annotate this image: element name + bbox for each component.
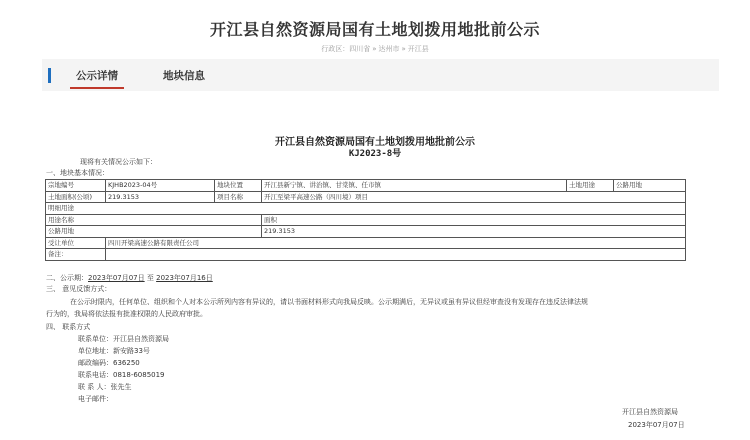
page-title: 开江县自然资源局国有土地划拨用地批前公示 <box>209 20 540 39</box>
tab-label: 公示详情 <box>76 70 118 82</box>
feedback-paragraph-line-1: 在公示时限内，任何单位、组织和个人对本公示所列内容有异议的，请以书面材料形式向我局反映。公示期满后，无异议或虽有异议但经审查没有发现存在违反法律法规 <box>70 298 588 306</box>
contact-value: 张先生 <box>110 383 132 391</box>
table-row <box>46 191 686 203</box>
table-row <box>46 237 686 249</box>
table-cell: 公路用地 <box>46 226 262 238</box>
breadcrumb-separator: » <box>401 45 406 53</box>
tab-bar <box>42 59 719 91</box>
contact-label: 单位地址： <box>78 347 113 355</box>
active-tab-underline <box>70 87 124 89</box>
table-cell: 面积 <box>262 214 686 226</box>
table-cell: KJHB2023-04号 <box>106 180 215 192</box>
contact-label: 邮政编码： <box>78 359 113 367</box>
table-cell: 备注： <box>46 249 106 261</box>
section-4-heading: 四、 联系方式 <box>46 323 91 331</box>
breadcrumb-city[interactable]: 达州市 <box>378 45 400 53</box>
table-row <box>46 203 686 215</box>
contact-phone <box>78 370 165 380</box>
document-title: 开江县自然资源局国有土地划拨用地批前公示 <box>275 137 475 148</box>
contact-email <box>78 394 113 404</box>
table-row <box>46 249 686 261</box>
feedback-paragraph-line-2: 行为的，我局将依法报有批准权限的人民政府审批。 <box>46 310 207 318</box>
section-2-heading: 二、公示期： <box>46 274 88 282</box>
table-cell: 土地面积(公顷) <box>46 191 106 203</box>
region-label: 行政区： <box>321 45 350 53</box>
table-cell: 开江县新宁镇、讲治镇、甘棠镇、任市镇 <box>262 180 567 192</box>
table-cell: 宗地编号 <box>46 180 106 192</box>
tab-label: 地块信息 <box>163 70 205 82</box>
table-cell: 项目名称 <box>215 191 262 203</box>
section-1-heading: 一、地块基本情况： <box>46 169 109 177</box>
table-cell: 受让单位 <box>46 237 106 249</box>
tab-announcement-details[interactable] <box>76 68 118 83</box>
signature-date: 2023年07月07日 <box>628 421 685 429</box>
period-to: 至 <box>146 274 154 282</box>
table-cell: 开江至梁平高速公路（四川境）项目 <box>262 191 686 203</box>
table-cell: 明细用途 <box>46 203 686 215</box>
contact-label: 联系单位： <box>78 335 113 343</box>
table-cell: 四川开梁高速公路有限责任公司 <box>106 237 686 249</box>
table-row <box>46 214 686 226</box>
table-cell: 219.3153 <box>106 191 215 203</box>
contact-person <box>78 382 131 392</box>
table-row <box>46 226 686 238</box>
breadcrumb-separator: » <box>372 45 377 53</box>
intro-text: 现将有关情况公示如下： <box>80 158 157 166</box>
breadcrumb-province[interactable]: 四川省 <box>349 45 371 53</box>
parcel-info-table <box>45 179 686 261</box>
signature-organization: 开江县自然资源局 <box>622 408 678 416</box>
table-cell: 地块位置 <box>215 180 262 192</box>
period-start-date: 2023年07月07日 <box>88 274 145 282</box>
tab-bar-accent <box>48 68 51 83</box>
table-cell: 用途名称 <box>46 214 262 226</box>
contact-label: 联 系 人： <box>78 383 111 391</box>
contact-label: 联系电话： <box>78 371 113 379</box>
contact-value: 636250 <box>113 359 140 367</box>
contact-value: 开江县自然资源局 <box>113 335 169 343</box>
document-number: KJ2023-8号 <box>348 149 402 159</box>
contact-label: 电子邮件： <box>78 395 113 403</box>
period-end-date: 2023年07月16日 <box>156 274 213 282</box>
tab-parcel-info[interactable] <box>163 68 205 83</box>
region-breadcrumb <box>0 44 750 54</box>
table-cell: 219.3153 <box>262 226 686 238</box>
contact-unit <box>78 334 169 344</box>
table-cell: 公路用地 <box>614 180 686 192</box>
section-3-heading: 三、 意见反馈方式： <box>46 285 112 293</box>
breadcrumb-county[interactable]: 开江县 <box>407 45 429 53</box>
section-2-publicity-period <box>46 273 213 283</box>
table-row <box>46 180 686 192</box>
table-cell <box>106 249 686 261</box>
contact-value: 0818-6085019 <box>113 371 165 379</box>
contact-postcode <box>78 358 140 368</box>
table-cell: 土地用途 <box>567 180 614 192</box>
contact-value: 新安路33号 <box>113 347 150 355</box>
contact-address <box>78 346 150 356</box>
